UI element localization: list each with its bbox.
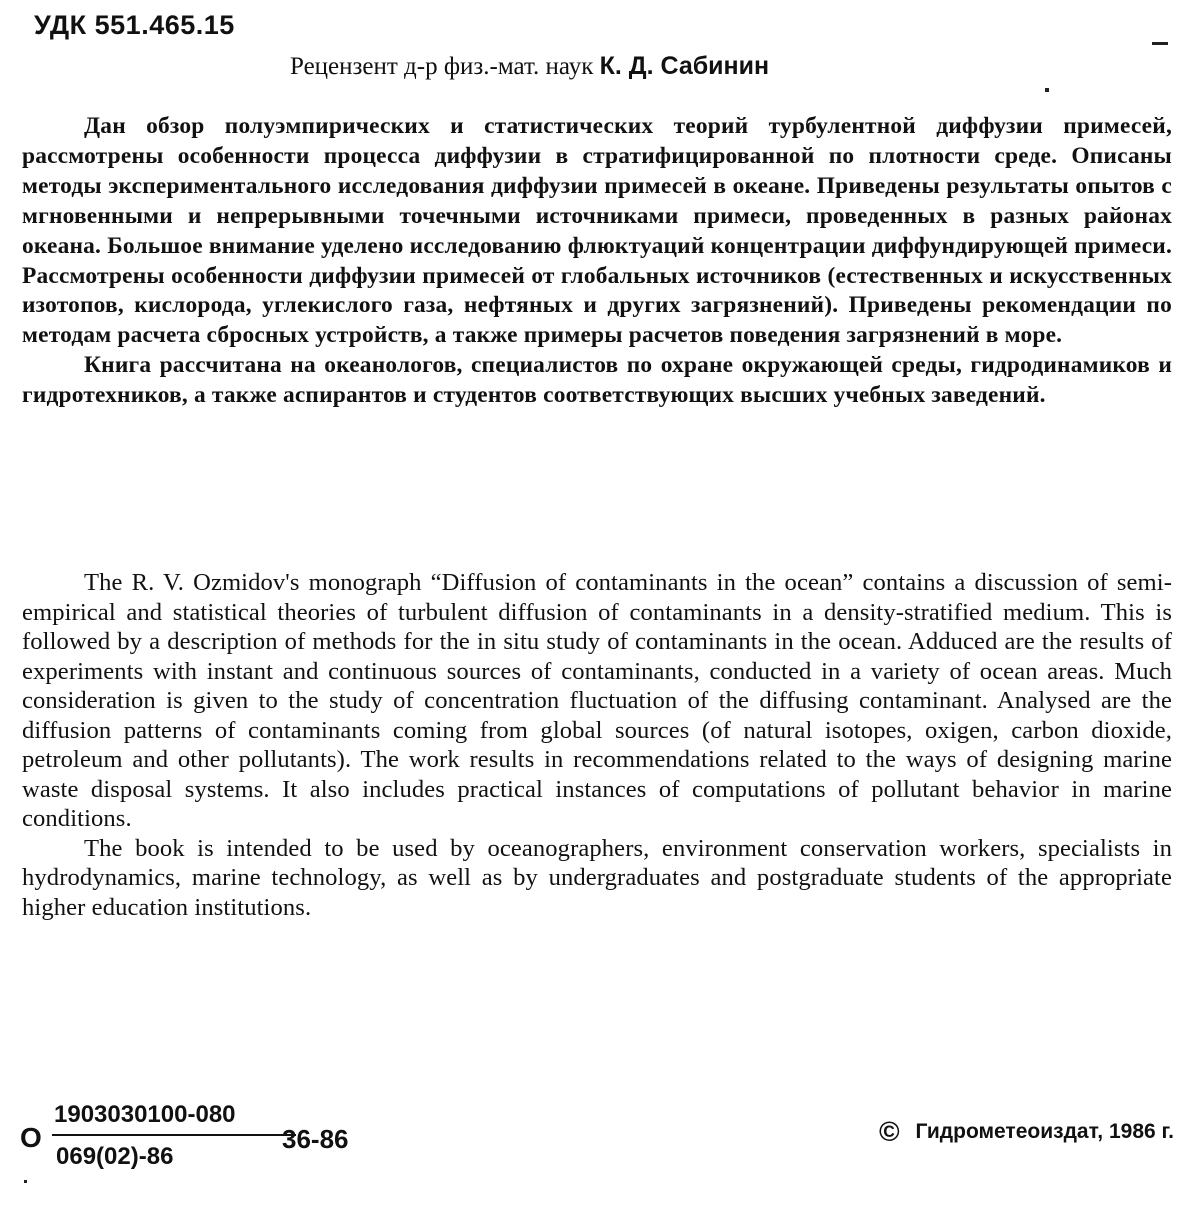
scan-speck (24, 1180, 27, 1183)
udk-code: УДК 551.465.15 (34, 10, 235, 41)
abstract-russian (22, 112, 1172, 411)
abstract-english-paragraph-1: The R. V. Ozmidov's monograph “Diffusion of contaminants in the ocean” contains a discussion of semi-empirical and statistical theories of turbulent diffusion of contaminants in a density-stratified medium. This is followed by a description of methods for the in situ study of contaminants in the ocean. Adduced are the results of experiments with instant and continuous sources of contaminants, conducted in a variety of ocean areas. Much consideration is given to the study of concentration fluctuation of the diffusing contaminant. Analysed are the diffusion patterns of contaminants coming from global sources (of natural isotopes, oxigen, carbon dioxide, petroleum and other pollutants). The work results in recommendations related to the ways of designing marine waste disposal systems. It also includes practical instances of computations of pollutant behavior in marine conditions. (22, 568, 1172, 834)
publication-index-numerator: 1903030100-080 (52, 1100, 296, 1130)
abstract-russian-paragraph-2: Книга рассчитана на океанологов, специалистов по охране окружающей среды, гидродинамиков и гидротехников, а также аспирантов и студентов соответствующих высших учебных заведений. (22, 351, 1172, 411)
abstract-english-paragraph-2: The book is intended to be used by oceanographers, environment conservation workers, specialists in hydrodynamics, marine technology, as well as by undergraduates and postgraduate students of the appropriate higher education institutions. (22, 834, 1172, 923)
reviewer-title: Рецензент д-р физ.-мат. наук (290, 53, 593, 80)
copyright-text: Гидрометеоиздат, 1986 г. (916, 1120, 1175, 1143)
copyright-icon: © (879, 1116, 900, 1147)
scan-speck (1152, 42, 1168, 45)
publication-index-fraction (52, 1100, 296, 1172)
reviewer-line (290, 52, 769, 81)
copyright-notice (879, 1116, 1174, 1148)
publication-index-denominator: 069(02)-86 (52, 1142, 296, 1172)
publication-index-suffix: 36-86 (282, 1124, 349, 1155)
scan-speck (1045, 88, 1049, 92)
abstract-russian-paragraph-1: Дан обзор полуэмпирических и статистических теорий турбулентной диффузии примесей, рассмотрены особенности процесса диффузии в стратифицированной по плотности среде. Описаны методы экспериментального исследования диффузии примесей в океане. Приведены результаты опытов с мгновенными и непрерывными точечными источниками примеси, проведенных в разных районах океана. Большое внимание уделено исследованию флюктуаций концентрации диффундирующей примеси. Рассмотрены особенности диффузии примесей от глобальных источников (естественных и искусственных изотопов, кислорода, углекислого газа, нефтяных и других загрязнений). Приведены рекомендации по методам расчета сбросных устройств, а также примеры расчетов поведения загрязнений в море. (22, 112, 1172, 351)
abstract-english (22, 568, 1172, 922)
publication-index-prefix: О (20, 1122, 42, 1154)
book-page (0, 0, 1200, 1216)
fraction-divider (52, 1134, 296, 1136)
reviewer-name: К. Д. Сабинин (600, 52, 770, 80)
publication-index (20, 1100, 420, 1190)
